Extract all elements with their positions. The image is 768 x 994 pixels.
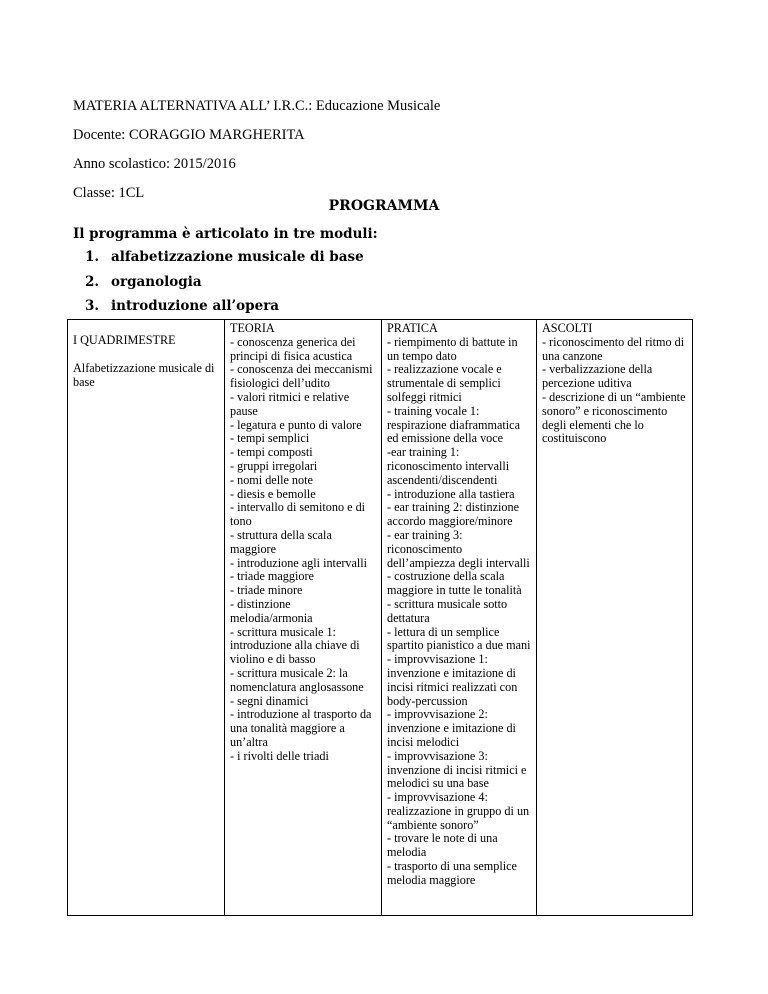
list-item: - trasporto di una semplice melodia maggiore	[387, 859, 517, 887]
list-item: - riconoscimento del ritmo di una canzone	[542, 334, 685, 363]
list-item: - descrizione di un “ambiente sonoro” e riconoscimento degli elementi che lo costituiscono	[542, 389, 686, 446]
list-item: - improvvisazione 3: invenzione di incisi ritmici e melodici su una base	[387, 748, 527, 791]
list-item: 1. alfabetizzazione musicale di base	[85, 249, 364, 265]
list-item: - legatura e punto di valore	[230, 417, 362, 432]
list-item: - introduzione agli intervalli	[230, 555, 368, 570]
list-item: - improvvisazione 2: invenzione e imitazione di incisi melodici	[387, 707, 516, 749]
list-item: - training vocale 1: respirazione diaframmatica ed emissione della voce	[387, 403, 520, 446]
list-item: - conoscenza generica dei principi di fisica acustica	[230, 334, 356, 363]
list-item: - ear training 3: riconoscimento dell’ampiezza degli intervalli	[387, 527, 530, 570]
class-line: Classe: 1CL	[73, 185, 145, 201]
list-item: - segni dinamici	[230, 693, 309, 708]
school-year-line: Anno scolastico: 2015/2016	[73, 156, 236, 172]
intro-text: Il programma è articolato in tre moduli:	[73, 226, 378, 242]
list-item: - lettura di un semplice spartito pianistico a due mani	[387, 624, 531, 653]
list-item: - trovare le note di una melodia	[387, 831, 498, 860]
ascolti-list	[542, 336, 687, 446]
teoria-heading: TEORIA	[230, 321, 275, 335]
list-item: - scrittura musicale sotto dettatura	[387, 596, 508, 625]
list-item: - diesis e bemolle	[230, 486, 316, 501]
list-item: - scrittura musicale 1: introduzione alla chiave di violino e di basso	[230, 624, 360, 667]
list-item: 3. introduzione all’opera	[85, 298, 280, 314]
list-item: - triade maggiore	[230, 569, 314, 584]
list-item: - nomi delle note	[230, 472, 313, 487]
quadrimestre-cell	[68, 320, 225, 916]
list-item: -ear training 1: riconoscimento intervalli ascendenti/discendenti	[387, 445, 510, 487]
list-item: - intervallo di semitono e di tono	[230, 500, 366, 529]
pratica-cell	[382, 320, 537, 916]
pratica-heading: PRATICA	[387, 321, 438, 335]
pratica-list	[387, 336, 531, 888]
program-table	[67, 319, 693, 916]
list-item: - distinzione melodia/armonia	[230, 596, 313, 625]
list-item: - conoscenza dei meccanismi fisiologici dell’udito	[230, 362, 373, 391]
list-item: - improvvisazione 1: invenzione e imitazione di incisi ritmici realizzati con body-percussion	[387, 652, 518, 708]
list-item: - tempi semplici	[230, 431, 310, 446]
list-item: - riempimento di battute in un tempo dato	[387, 334, 518, 363]
list-item: - costruzione della scala maggiore in tutte le tonalità	[387, 569, 522, 598]
list-item: - triade minore	[230, 583, 303, 598]
list-item: - introduzione alla tastiera	[387, 486, 515, 501]
page-title: PROGRAMMA	[328, 198, 440, 214]
list-item: - ear training 2: distinzione accordo maggiore/minore	[387, 500, 519, 529]
list-item: - gruppi irregolari	[230, 458, 318, 473]
ascolti-heading: ASCOLTI	[542, 321, 593, 335]
list-item: - i rivolti delle triadi	[230, 748, 329, 763]
list-item: - improvvisazione 4: realizzazione in gruppo di un “ambiente sonoro”	[387, 790, 530, 832]
list-item: - verbalizzazione della percezione uditiva	[542, 362, 653, 391]
list-item: - tempi composti	[230, 445, 313, 460]
list-item: - struttura della scala maggiore	[230, 527, 332, 556]
module-list	[85, 248, 364, 322]
list-item: - scrittura musicale 2: la nomenclatura anglosassone	[230, 665, 364, 694]
list-item: - realizzazione vocale e strumentale di semplici solfeggi ritmici	[387, 362, 502, 404]
ascolti-cell	[537, 320, 693, 916]
teacher-line: Docente: CORAGGIO MARGHERITA	[73, 127, 305, 143]
table-row	[68, 320, 693, 916]
module-subtitle: Alfabetizzazione musicale di base	[73, 360, 215, 389]
quadrimestre-title: I QUADRIMESTRE	[73, 333, 176, 347]
teoria-cell	[225, 320, 382, 916]
teoria-list	[230, 336, 376, 764]
subject-line: MATERIA ALTERNATIVA ALL’ I.R.C.: Educazione Musicale	[73, 98, 441, 114]
list-item: 2. organologia	[85, 273, 202, 290]
list-item: - valori ritmici e relative pause	[230, 389, 350, 418]
list-item: - introduzione al trasporto da una tonalità maggiore a un’altra	[230, 707, 372, 749]
